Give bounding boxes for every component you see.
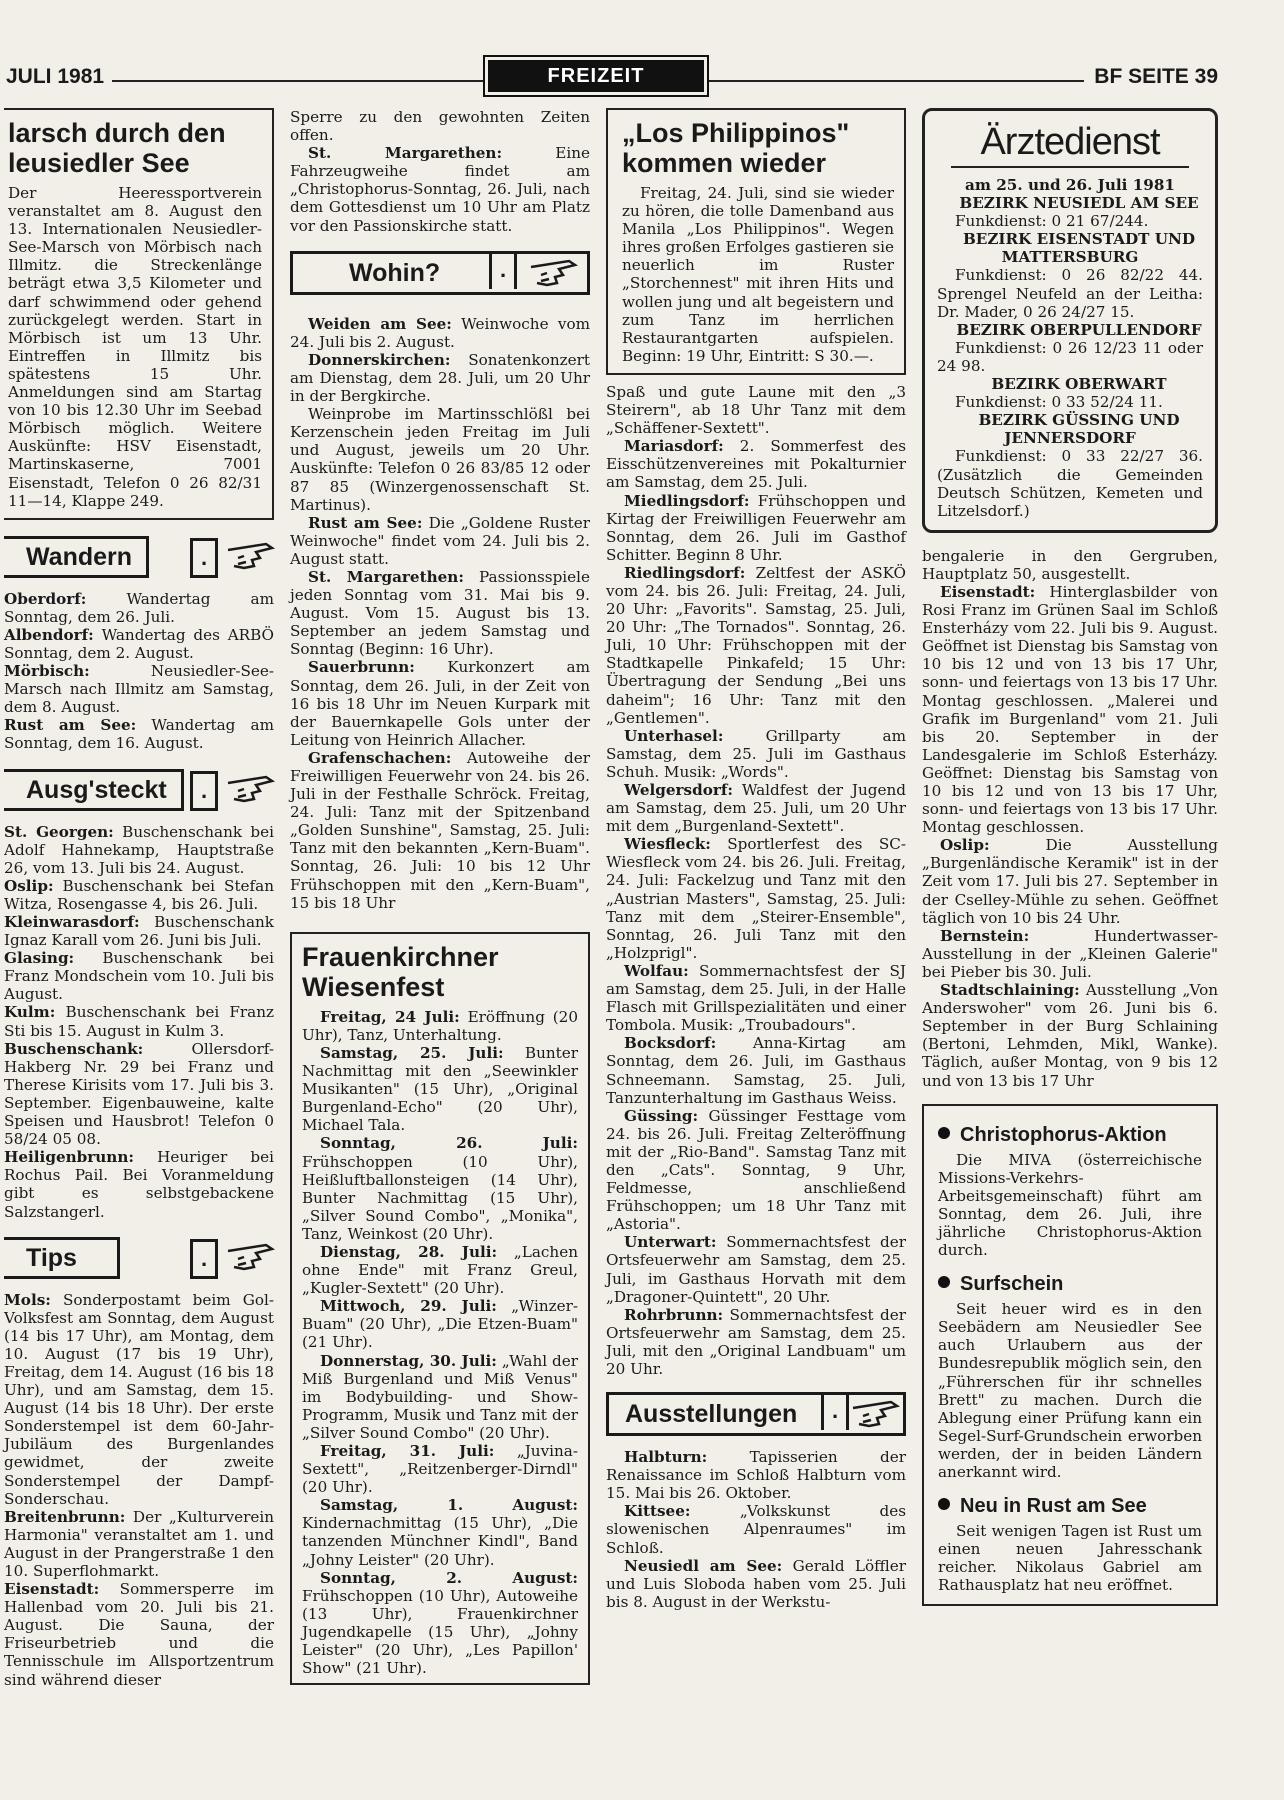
pointing-hand-icon	[226, 773, 276, 805]
header-rule-right	[704, 80, 1084, 82]
list-item: Breitenbrunn: Der „Kulturverein Harmonia" veranstaltet am 1. und August in der Prangerstraße 1 den 10. Superflohmarkt.	[4, 1507, 274, 1580]
bullet-icon	[938, 1498, 950, 1510]
list-item: St. Margarethen: Eine Fahrzeugweihe findet am „Christophorus-Sonntag, 26. Juli, nach dem Gottesdienst um 10 Uhr am Platz vor den Passionskirche statt.	[290, 144, 590, 235]
aerztedienst-title: Ärztedienst	[951, 121, 1189, 168]
list-item: Welgersdorf: Waldfest der Jugend am Samstag, dem 25. Juli, um 20 Uhr mit dem „Burgenland-Sextett".	[606, 781, 906, 836]
bullet-heading: Neu in Rust am See	[938, 1495, 1202, 1518]
district-name: BEZIRK NEUSIEDL AM SEE	[959, 194, 1199, 213]
list-item: Sauerbrunn: Kurkonzert am Sonntag, dem 26. Juli, in der Zeit von 16 bis 18 Uhr im Neuen Kurpark mit der Bauernkapelle Gols unter der Leitung von Heinrich Allacher.	[290, 658, 590, 749]
column-4	[922, 108, 1218, 1606]
pointing-hand-icon	[851, 1398, 901, 1430]
list-item: Donnerstag, 30. Juli: „Wahl der Miß Burgenland und Miß Venus" im Bodybuilding- und Show-Programm, Musik und Tanz mit der „Silver Sound Combo" (20 Uhr).	[302, 1351, 579, 1442]
district-text: Funkdienst: 0 33 52/24 11.	[955, 393, 1163, 412]
column-2	[290, 108, 590, 1685]
bullet-heading: Surfschein	[938, 1273, 1202, 1296]
list-item: Unterhasel: Grillparty am Samstag, dem 25. Juli im Gasthaus Schuh. Musik: „Words".	[606, 726, 906, 781]
pointing-hand-icon	[226, 1241, 276, 1273]
list-item: Unterwart: Sommernachtsfest der Ortsfeuerwehr am Samstag, dem 25. Juli, im Gasthaus Horvath mit dem „Dragoner-Quintett", 20 Uhr.	[606, 1233, 906, 1306]
list-item: Oberdorf: Wandertag am Sonntag, dem 26. Juli.	[4, 589, 274, 626]
list-item: Bocksdorf: Anna-Kirtag am Sonntag, dem 26. Juli, im Gasthaus Schneemann. Samstag, 25. Juli, Tanzunterhaltung im Gasthaus Weiss.	[606, 1034, 906, 1107]
list-item: Güssing: Güssinger Festtage vom 24. bis 26. Juli. Freitag Zelteröffnung mit der „Rio-Band". Samstag Tanz mit den „Cats". Sonntag, 9 Uhr, Feldmesse, anschließend Frühschoppen; um 18 Uhr Tanz mit „Astoria".	[606, 1106, 906, 1234]
list-item: Kulm: Buschenschank bei Franz Sti bis 15. August in Kulm 3.	[4, 1003, 274, 1040]
page-number: BF SEITE 39	[1094, 65, 1218, 88]
marsch-text: Der Heeressportverein veranstaltet am 8. August den 13. Internationalen Neusiedler-See-Marsch von Mörbisch nach Illmitz. die Streckenlänge beträgt etwa 3,5 Kilometer und darf schwimmend oder gehend zurückgelegt werden. Start in Mörbisch ist um 13 Uhr. Eintreffen in Illmitz bis spätestens 15 Uhr. Anmeldungen sind am Startag von 10 bis 12.30 Uhr im Seebad Mörbisch möglich. Weitere Auskünfte: HSV Eisenstadt, Martinskaserne, 7001 Eisenstadt, Telefon 0 26 82/31 11—14, Klappe 249.	[8, 184, 262, 510]
list-item: Samstag, 1. August: Kindernachmittag (15 Uhr), „Die tanzenden Münchner Kindl", Band „Johny Leister" (20 Uhr).	[302, 1496, 578, 1569]
continued-text: bengalerie in den Gergruben, Hauptplatz 50, ausgestellt.	[922, 546, 1218, 583]
kicker-dot: .	[190, 538, 218, 578]
kicker-wohin	[290, 251, 590, 295]
bullet-icon	[938, 1127, 950, 1139]
list-item: Oslip: Buschenschank bei Stefan Witza, Rosengasse 4, bis 26. Juli.	[4, 876, 274, 913]
kicker-wandern	[4, 536, 274, 576]
kicker-tips	[4, 1237, 274, 1277]
district-text: Funkdienst: 0 33 22/27 36. (Zusätzlich die Gemeinden Deutsch Schützen, Kemeten und Litzelsdorf.)	[937, 447, 1203, 520]
page-header	[0, 56, 1284, 106]
list-item: Mörbisch: Neusiedler-See-Marsch nach Illmitz am Samstag, dem 8. August.	[4, 662, 274, 717]
district-name: BEZIRK OBERWART	[991, 375, 1167, 394]
list-item: Wolfau: Sommernachtsfest der SJ am Samstag, dem 25. Juli, in der Halle Flasch mit Grillspezialitäten und einer Tombola. Musik: „Troubadours".	[606, 961, 906, 1035]
ausstellungen-list	[606, 1448, 906, 1611]
list-item: Rust am See: Wandertag am Sonntag, dem 16. August.	[4, 716, 274, 753]
list-item: Glasing: Buschenschank bei Franz Mondschein vom 10. Juli bis August.	[4, 949, 274, 1004]
bullet-text: Seit heuer wird es in den Seebädern am Neusiedler See auch Urlaubern aus der Bundesrepublik möglich sein, den „Führerschen für ihr schnelles Brett" zu machen. Durch die Ablegung einer Prüfung kann ein Segel-Surf-Grundschein erworben werden, der in beiden Ländern anerkannt wird.	[938, 1300, 1202, 1481]
column-3	[606, 108, 906, 1611]
notes-box	[922, 1104, 1218, 1607]
list-item: Kittsee: „Volkskunst des slowenischen Alpenraumes" im Schloß.	[606, 1502, 906, 1557]
list-item: Albendorf: Wandertag des ARBÖ Sonntag, dem 2. August.	[4, 625, 274, 662]
list-item: Freitag, 31. Juli: „Juvina-Sextett", „Reitzenberger-Dirndl" (20 Uhr).	[302, 1442, 578, 1497]
bullet-heading: Christophorus-Aktion	[938, 1124, 1202, 1147]
list-item: Freitag, 24 Juli: Eröffnung (20 Uhr), Tanz, Unterhaltung.	[302, 1007, 578, 1044]
kicker-dot: .	[190, 771, 218, 811]
kicker-label: Ausstellungen	[615, 1395, 811, 1433]
district-text: Funkdienst: 0 26 12/23 11 oder 24 98.	[937, 338, 1203, 375]
list-item: Miedlingsdorf: Frühschoppen und Kirtag der Freiwilligen Feuerwehr am Sonntag, dem 26. Juli im Gasthof Schitter. Beginn 8 Uhr.	[606, 491, 906, 564]
section-label: FREIZEIT	[488, 60, 704, 92]
tips-list	[4, 1291, 274, 1689]
continued-text: Sperre zu den gewohnten Zeiten offen.	[290, 108, 590, 145]
list-item: Neusiedl am See: Gerald Löffler und Luis Sloboda haben vom 25. Juli bis 8. August in der Werkstu-	[606, 1556, 906, 1611]
list-item: Weiden am See: Weinwoche vom 24. Juli bis 2. August.	[290, 314, 590, 351]
marsch-box	[4, 108, 274, 520]
kicker-label: Wandern	[4, 536, 149, 578]
continued-text: Spaß und gute Laune mit den „3 Steirern", ab 18 Uhr Tanz mit dem „Schäffener-Sextett".	[606, 382, 906, 438]
philippinos-text: Freitag, 24. Juli, sind sie wieder zu hören, die tolle Damenband aus Manila „Los Philippinos". Wegen ihres großen Erfolges gastieren sie neuerlich im Ruster „Storchennest" mit ihren Hits und wollen jung und alt begeistern und zum Tanz im herrlichen Restaurantgarten aufspielen. Beginn: 19 Uhr, Eintritt: S 30.—.	[622, 184, 894, 365]
list-item: Wiesfleck: Sportlerfest des SC-Wiesfleck vom 24. bis 26. Juli. Freitag, 24. Juli: Fackelzug und Tanz mit den „Austrian Masters", Samstag, 25. Juli: Tanz mit dem „Steirer-Ensemble", Sonntag, 26. Juli Tanz mit den „Holzprigl".	[606, 835, 906, 962]
list-item: Stadtschlaining: Ausstellung „Von Anderswoher" vom 26. Juni bis 6. September in der Burg Schlaining (Bertoni, Lehmden, Mikl, Wanke). Täglich, außer Montag, von 9 bis 12 und von 13 bis 17 Uhr	[922, 981, 1218, 1090]
list-item: St. Georgen: Buschenschank bei Adolf Hahnekamp, Hauptstraße 26, vom 13. Juli bis 24. August.	[4, 822, 274, 877]
wohin-list	[290, 315, 590, 912]
wiesenfest-box	[290, 932, 590, 1685]
list-item: Kleinwarasdorf: Buschenschank Ignaz Karall vom 26. Juni bis Juli.	[4, 913, 274, 950]
list-item: Heiligenbrunn: Heuriger bei Rochus Pail. Bei Voranmeldung gibt es selbstgebackene Salzstangerl.	[4, 1148, 274, 1221]
kicker-ausgsteckt	[4, 769, 274, 809]
district-text: Funkdienst: 0 26 82/22 44. Sprengel Neufeld an der Leitha: Dr. Mader, 0 26 24/27 15.	[937, 266, 1203, 321]
philippinos-box	[606, 108, 906, 375]
bullet-text: Seit wenigen Tagen ist Rust um einen neuen Jahresschank reicher. Nikolaus Gabriel am Rathausplatz hat neu eröffnet.	[938, 1522, 1202, 1595]
list-item: Mittwoch, 29. Juli: „Winzer-Buam" (20 Uhr), „Die Etzen-Buam" (21 Uhr).	[302, 1297, 578, 1352]
ausgsteckt-list	[4, 823, 274, 1221]
list-item: Bernstein: Hundertwasser-Ausstellung in der „Kleinen Galerie" bei Pieber bis 30. Juli.	[922, 926, 1218, 981]
wiesenfest-title: Frauenkirchner Wiesenfest	[302, 941, 499, 1002]
list-item: Samstag, 25. Juli: Bunter Nachmittag mit den „Seewinkler Musikanten" (15 Uhr), „Original Burgenland-Echo" (20 Uhr), Michael Tala.	[302, 1043, 579, 1135]
kicker-dot: .	[190, 1239, 218, 1279]
aerztedienst-box	[922, 108, 1218, 533]
pointing-hand-icon	[529, 257, 579, 289]
list-item: St. Margarethen: Passionsspiele jeden Sonntag vom 31. Mai bis 9. August. Vom 15. August bis 13. September an jedem Samstag und Sonntag (Beginn: 16 Uhr).	[290, 567, 590, 659]
list-item: Weinprobe im Martinsschlößl bei Kerzenschein jeden Freitag im Juli und August, jeweils um 20 Uhr. Auskünfte: Telefon 0 26 83/85 12 oder 87 85 (Winzergenossenschaft St. Martinus).	[290, 405, 590, 514]
bullet-text: Die MIVA (österreichische Missions-Verkehrs-Arbeitsgemeinschaft) führt am Sonntag, dem 26. Juli, ihre jährliche Christophorus-Aktion durch.	[938, 1150, 1202, 1260]
list-item: Rohrbrunn: Sommernachtsfest der Ortsfeuerwehr am Samstag, dem 25. Juli, mit den „Original Landbuam" um 20 Uhr.	[606, 1305, 906, 1378]
list-item: Grafenschachen: Autoweihe der Freiwilligen Feuerwehr von 24. bis 26. Juli in der Festhalle Schröck. Freitag, 24. Juli: Tanz mit der Spitzenband „Golden Sunshine", Samstag, 25. Juli: Tanz mit den bekannten „Kern-Buam". Sonntag, 26. Juli: 10 bis 12 Uhr Frühschoppen mit den „Kern-Buam", 15 bis 18 Uhr	[290, 748, 590, 912]
kicker-ausstellungen	[606, 1392, 906, 1436]
exhibitions-list	[922, 583, 1218, 1090]
kicker-label: Ausg'steckt	[4, 769, 184, 811]
list-item: Donnerskirchen: Sonatenkonzert am Dienstag, dem 28. Juli, um 20 Uhr in der Bergkirche.	[290, 350, 590, 406]
pointing-hand-icon	[226, 540, 276, 572]
kicker-dot: .	[489, 251, 517, 289]
aerztedienst-date: am 25. und 26. Juli 1981	[965, 176, 1175, 194]
district-name: BEZIRK GÜSSING UND JENNERSDORF	[978, 411, 1180, 448]
list-item: Dienstag, 28. Juli: „Lachen ohne Ende" mit Franz Greul, „Kugler-Sextett" (20 Uhr).	[302, 1242, 578, 1298]
list-item: Mariasdorf: 2. Sommerfest des Eisschützenvereines mit Pokalturnier am Samstag, dem 25. Juli.	[606, 437, 906, 492]
wandern-list	[4, 590, 274, 753]
column-1	[4, 108, 274, 1689]
marsch-title: larsch durch den leusiedler See	[8, 118, 226, 178]
issue-date: JULI 1981	[6, 65, 105, 88]
list-item: Buschenschank: Ollersdorf-Hakberg Nr. 29 bei Franz und Therese Kirisits vom 17. Juli bis 3. September. Eigenbauweine, kalte Speisen und Hausbrot! Telefon 0 58/24 05 08.	[4, 1039, 274, 1149]
list-item: Riedlingsdorf: Zeltfest der ASKÖ vom 24. bis 26. Juli: Freitag, 24. Juli, 20 Uhr: „Favorits". Samstag, 25. Juli, 20 Uhr: „The Tornados". Sonntag, 26. Juli, 10 Uhr: Frühschoppen mit der Stadtkapelle Pinkafeld; 15 Uhr: Übertragung der Sendung „Bei uns daheim"; 16 Uhr: Tanz mit den „Gentlemen".	[606, 563, 906, 727]
list-item: Oslip: Die Ausstellung „Burgenländische Keramik" ist in der Zeit vom 17. Juli bis 27. September in der Cselley-Mühle zu sehen. Geöffnet täglich von 10 bis 24 Uhr.	[922, 836, 1218, 927]
header-rule-left	[112, 80, 488, 82]
philippinos-title: „Los Philippinos" kommen wieder	[622, 118, 850, 178]
district-name: BEZIRK EISENSTADT UND MATTERSBURG	[962, 230, 1196, 267]
events-list	[606, 437, 906, 1378]
list-item: Halbturn: Tapisserien der Renaissance im Schloß Halbturn vom 15. Mai bis 26. Oktober.	[606, 1448, 906, 1503]
list-item: Eisenstadt: Hinterglasbilder von Rosi Franz im Grünen Saal im Schloß Ensterházy vom 22. Juli bis 9. August. Geöffnet ist Dienstag bis Samstag von 10 bis 12 und von 13 bis 17 Uhr, sonn- und feiertags von 13 bis 17 Uhr. Montag geschlossen. „Malerei und Grafik im Burgenland" vom 21. Juli bis 20. September in der Landesgalerie im Schloß Esterházy. Geöffnet: Dienstag bis Samstag von 10 bis 12 und von 13 bis 17 Uhr, sonn- und feiertags von 13 bis 17 Uhr. Montag geschlossen.	[922, 582, 1218, 837]
kicker-label: Tips	[4, 1237, 120, 1279]
list-item: Sonntag, 2. August: Frühschoppen (10 Uhr), Autoweihe (13 Uhr), Frauenkirchner Jugendkapelle (15 Uhr), „Johny Leister" (20 Uhr), „Les Papillon' Show" (21 Uhr).	[302, 1568, 578, 1678]
list-item: Mols: Sonderpostamt beim Gol-Volksfest am Sonntag, dem August (14 bis 17 Uhr), am Montag, dem 10. August (17 bis 19 Uhr), Freitag, dem 14. August (16 bis 18 Uhr), und am Samstag, dem 15. August (14 bis 18 Uhr). Der erste Sonderstempel ist dem 60-Jahr-Jubiläum des Burgenlandes gewidmet, der zweite Sonderstempel der Dampf-Sonderschau.	[4, 1290, 274, 1508]
list-item: Sonntag, 26. Juli: Frühschoppen (10 Uhr), Heißluftballonsteigen (14 Uhr), Bunter Nachmittag (15 Uhr), „Silver Sound Combo", „Monika", Tanz, Weinkost (20 Uhr).	[302, 1134, 578, 1243]
list-item: Rust am See: Die „Goldene Ruster Weinwoche" findet vom 24. Juli bis 2. August statt.	[290, 513, 590, 568]
district-name: BEZIRK OBERPULLENDORF	[956, 320, 1202, 339]
bullet-icon	[938, 1276, 950, 1288]
kicker-dot: .	[821, 1392, 849, 1430]
kicker-label: Wohin?	[327, 254, 454, 292]
list-item: Eisenstadt: Sommersperre im Hallenbad vom 20. Juli bis 21. August. Die Sauna, der Friseurbetrieb und die Tennisschule im Allsportzentrum sind während dieser	[4, 1580, 274, 1689]
district-text: Funkdienst: 0 21 67/244.	[955, 212, 1149, 231]
